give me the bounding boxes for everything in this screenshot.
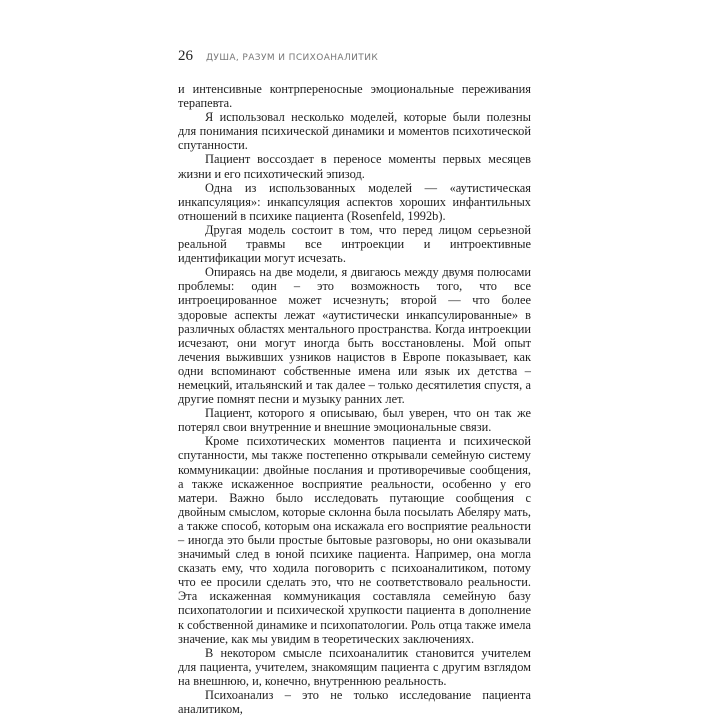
page-number: 26 — [178, 48, 193, 64]
paragraph: Психоанализ – это не только исследование пациента аналитиком, — [178, 688, 531, 717]
paragraph: Кроме психотических моментов пациента и психической спутанности, мы также постепенно открывали семейную систему коммуникации: двойные послания и противоречивые сообщения, а также искаженное восприятие реальности, особенно у его матери. Важно было исследовать путающие сообщения с двойным смыслом, которые склонна была посылать Абеляру мать, а также способ, которым она искажала его восприятие реальности – иногда это были простые бытовые разговоры, но они оказывали значимый след в юной психике пациента. Например, она могла сказать ему, что ходила поговорить с психоаналитиком, потому что ее просили сделать это, что не соответствовало реальности. Эта искаженная коммуникация составляла семейную базу психопатологии и психической хрупкости пациента в дополнение к собственной динамике и психопатологии. Роль отца также имела значение, как мы увидим в теоретических заключениях. — [178, 434, 531, 646]
paragraph: Опираясь на две модели, я двигаюсь между двумя полюсами проблемы: один – это возможность того, что все интроецированное может исчезнуть; второй — что более здоровые аспекты лежат «аутистически инкапсулированные» в различных областях ментального пространства. Когда интроекции исчезают, они могут иногда быть восстановлены. Мой опыт лечения выживших узников нацистов в Европе показывает, как одни вспоминают собственные имена или язык их детства – немецкий, итальянский и так далее – только десятилетия спустя, а другие помнят песни и музыку ранних лет. — [178, 265, 531, 407]
paragraph: В некотором смысле психоаналитик становится учителем для пациента, учителем, знакомящим пациента с другим взглядом на внешнюю, и, конечно, внутреннюю реальность. — [178, 645, 531, 688]
running-header — [178, 48, 531, 68]
book-page — [178, 48, 531, 716]
paragraph: Я использовал несколько моделей, которые были полезны для понимания психической динамики и моментов психотической спутанности. — [178, 110, 531, 153]
running-title: ДУША, РАЗУМ И ПСИХОАНАЛИТИК — [206, 53, 379, 63]
paragraph: Другая модель состоит в том, что перед лицом серьезной реальной травмы все интроекции и интроективные идентификации могут исчезать. — [178, 222, 531, 266]
paragraph: Пациент воссоздает в переносе моменты первых месяцев жизни и его психотический эпизод. — [178, 152, 531, 181]
paragraph: и интенсивные контрпереносные эмоциональные переживания терапевта. — [178, 82, 531, 111]
paragraph: Пациент, которого я описываю, был уверен, что он так же потерял свои внутренние и внешние эмоциональные связи. — [178, 406, 531, 435]
paragraph: Одна из использованных моделей — «аутистическая инкапсуляция»: инкапсуляция аспектов хороших инфантильных отношений в психике пациента (Rosenfeld, 1992b). — [178, 180, 531, 223]
body-text — [178, 82, 531, 716]
